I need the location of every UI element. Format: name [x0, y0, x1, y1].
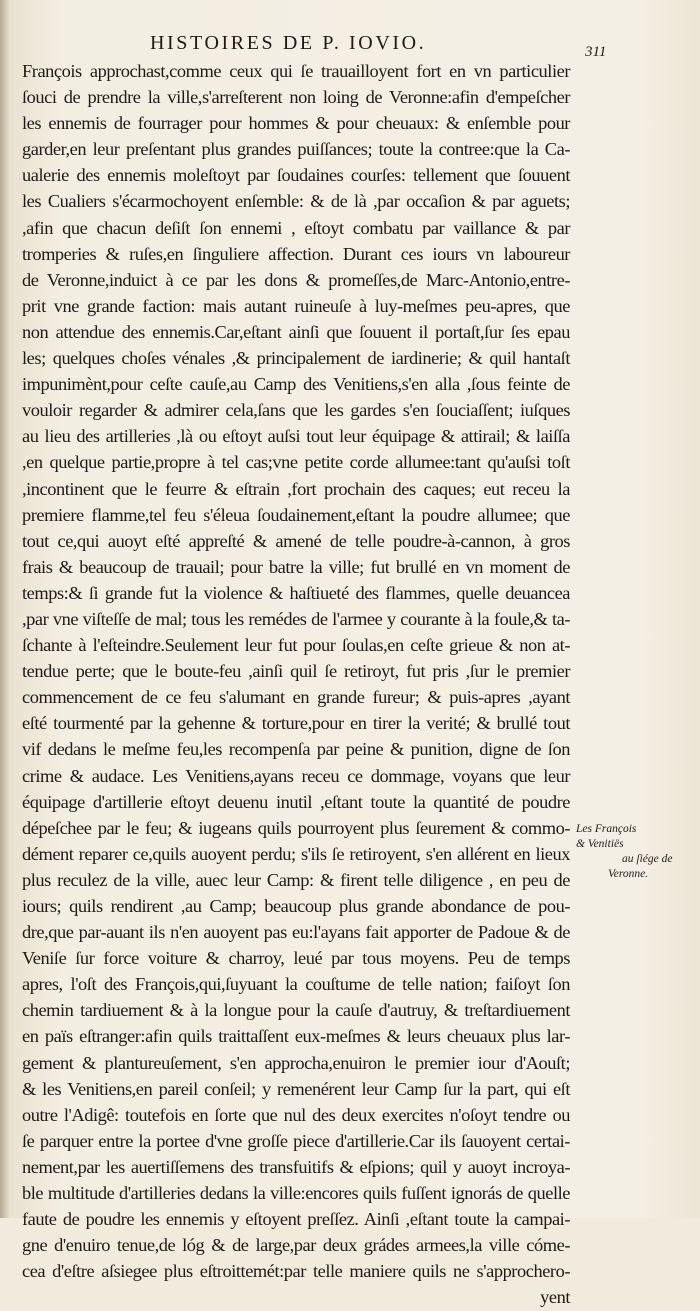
- running-title: HISTOIRES DE P. IOVIO.: [150, 32, 427, 54]
- text-line: chemin tardiuement & à la longue pour la cauſe d'autruy, & treſtardiuement: [22, 1000, 570, 1021]
- text-line: garder,en leur preſentant plus grandes puiſſances; toute la contree:que la Ca-: [22, 139, 570, 160]
- marginal-note-line: au ſiége de: [622, 853, 673, 865]
- text-line: crime & audace. Les Venitiens,ayans receu ce dommage, voyans que leur: [22, 765, 570, 786]
- text-line: frais & beaucoup de trauail; pour batre la ville; fut brullé en vn moment de: [22, 556, 570, 577]
- text-line: au lieu des artilleries ,là ou eſtoyt auſsi tout leur équipage & attirail; & laiſſa: [22, 426, 570, 447]
- text-line: François approchast,comme ceux qui ſe trauailloyent fort en vn particulier: [22, 61, 570, 81]
- text-line: yent: [540, 1287, 570, 1308]
- text-line: en païs eſtranger:afin quils traittaſſent eux-meſmes & leurs cheuaux plus lar-: [22, 1026, 570, 1047]
- text-line: outre l'Adigê: toutefois en ſorte que nul des deux exercites n'oſoyt tendre ou: [22, 1104, 570, 1125]
- marginal-note-line: Veronne.: [608, 868, 649, 880]
- text-line: ble multitude d'artilleries dedans la ville:encores quils fuſſent ignorás de quelle: [22, 1183, 570, 1204]
- text-line: tendue perte; que le boute-feu ,ainſi quil ſe retiroyt, fut pris ,ſur le premier: [22, 661, 570, 682]
- text-line: commencement de ce feu s'alumant en grande fureur; & puis-apres ,ayant: [22, 687, 570, 708]
- text-line: dépeſchee par le feu; & iugeans quils pourroyent plus ſeurement & commo-: [22, 817, 570, 838]
- marginal-note-line: & Venitiës: [576, 838, 624, 850]
- text-line: vif dedans le meſme feu,les recompenſa par peine & punition, digne de ſon: [22, 739, 570, 760]
- text-line: faute de poudre les ennemis y eſtoyent preſſez. Ainſi ,eſtant toute la campai-: [22, 1209, 570, 1230]
- text-line: ualerie des ennemis moleſtoyt par ſoudaines courſes: tellement que ſouuent: [22, 165, 570, 186]
- text-line: les ennemis de fourrager pour hommes & pour cheuaux: & enſemble pour: [22, 113, 570, 134]
- text-line: plus reculez de la ville, auec leur Camp: & firent telle diligence , en peu de: [22, 869, 570, 890]
- text-line: & les Venitiens,en pareil conſeil; y remenérent leur Camp ſur la part, qui eſt: [22, 1078, 570, 1099]
- text-line: iours; quils rendirent ,au Camp; beaucoup plus grande abondance de pou-: [22, 896, 570, 916]
- text-line: gement & plantureuſement, s'en approcha,enuiron le premier iour d'Aouſt;: [22, 1052, 570, 1073]
- text-line: ,en quelque partie,propre à tel cas;vne petite corde allumee:tant qu'auſsi toſt: [22, 452, 570, 473]
- marginal-note: [574, 822, 694, 882]
- text-line: temps:& ſi grande fut la violence & haſtiueté des flammes, quelle deuancea: [22, 582, 570, 603]
- text-line: prit vne grande faction: mais autant ruineuſe à luy-meſmes peu-apres, que: [22, 295, 570, 316]
- text-line: Veniſe ſur force voiture & charroy, leué par tous moyens. Peu de temps: [22, 948, 570, 969]
- text-line: premiere flamme,tel feu s'éleua ſoudainement,eſtant la poudre allumee; que: [22, 504, 570, 525]
- text-line: eſté tourmenté par la gehenne & torture,pour en tirer la verité; & brullé tout: [22, 713, 570, 734]
- body-text: [22, 58, 570, 1311]
- text-line: impunimènt,pour ceſte cauſe,au Camp des Venitiens,s'en alla ,ſous feinte de: [22, 374, 570, 395]
- gutter-shadow: [0, 0, 10, 1218]
- text-line: équipage d'artillerie eſtoyt deuenu inutil ,eſtant toute la quantité de poudre: [22, 791, 570, 812]
- text-line: ,par vne viſteſſe de mal; tous les remédes de l'armee y courante à la foule,& ta-: [22, 608, 570, 629]
- text-line: apres, l'oſt des François,qui,ſuyuant la couſtume de telle nation; faiſoyt ſon: [22, 974, 570, 995]
- text-line: non attendue des ennemis.Car,eſtant ainſi que ſouuent il portaſt,ſur ſes epau: [22, 321, 570, 342]
- text-line: de Veronne,induict à ce par les dons & promeſſes,de Marc-Antonio,entre-: [22, 269, 570, 290]
- text-line: les; quelques choſes vénales ,& principalement de iardinerie; & quil hantaſt: [22, 348, 570, 369]
- text-line: nement,par les auertiſſemens des transfuitifs & eſpions; quil y auoyt incroya-: [22, 1156, 570, 1177]
- text-line: dément reparer ce,quils auoyent perdu; s'ils ſe retiroyent, s'en allérent en lieux: [22, 843, 570, 864]
- text-line: dre,que par-auant ils n'en auoyent pas eu:l'ayans fait apporter de Padoue & de: [22, 922, 570, 943]
- text-line: cea d'eſtre aſsiegee plus eſtroittemét:par telle maniere quils ne s'approchero-: [22, 1261, 570, 1282]
- text-line: ,incontinent que le feurre & eſtrain ,fort prochain des caques; eut receu la: [22, 478, 570, 499]
- text-line: ſchante à l'eſteindre.Seulement leur fut pour ſoulas,en ceſte grieue & non at-: [22, 635, 570, 656]
- text-line: ſouci de prendre la ville,s'arreſterent non loing de Veronne:afin d'empeſcher: [22, 87, 570, 108]
- text-line: vouloir regarder & admirer cela,ſans que les gardes s'en ſouciaſſent; iuſques: [22, 400, 570, 421]
- text-line: les Cualiers s'écarmochoyent enſemble: & de là ,par occaſion & par aguets;: [22, 191, 570, 212]
- text-line: ,afin que chacun deſiſt ſon ennemi , eſtoyt combatu par vaillance & par: [22, 217, 570, 238]
- text-line: ſe parquer entre la portee d'vne groſſe piece d'artillerie.Car ils ſauoyent certai-: [22, 1130, 570, 1151]
- marginal-note-line: Les François: [576, 823, 637, 835]
- text-line: tout ce,qui auoyt eſté appreſté & amené de telle poudre-à-cannon, à gros: [22, 530, 570, 551]
- page-number: 311: [585, 44, 607, 60]
- text-line: tromperies & ruſes,en ſinguliere affection. Durant ces iours vn laboureur: [22, 243, 570, 264]
- text-line: gne d'enuiro tenue,de lóg & de large,par deux grádes armees,la ville cóme-: [22, 1235, 570, 1256]
